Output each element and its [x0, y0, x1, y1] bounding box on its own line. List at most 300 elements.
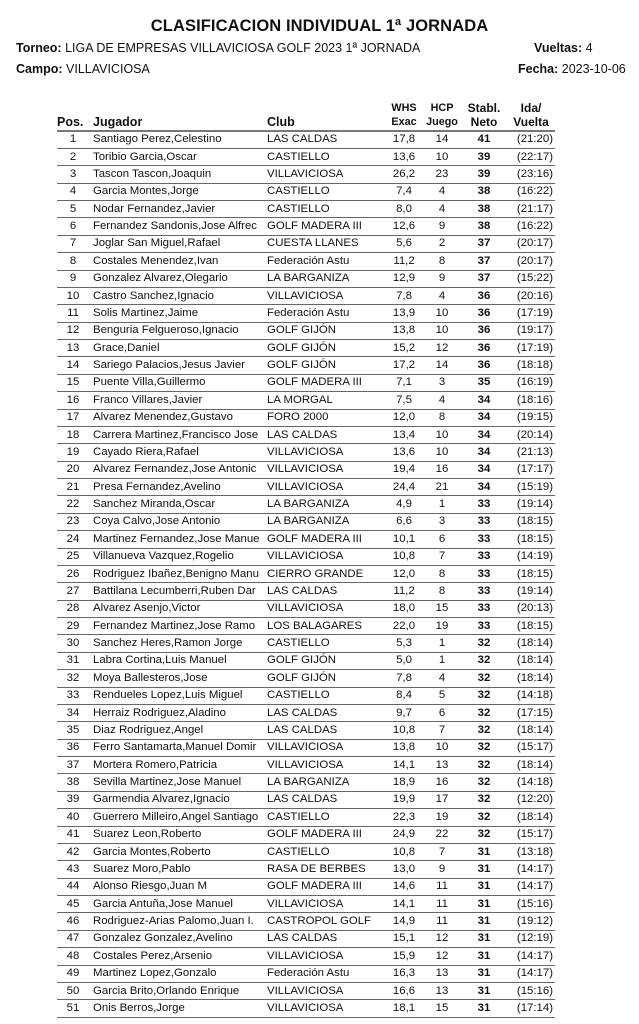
handicap-cell: 8 — [438, 411, 446, 424]
out-in-cell: (20:16) — [516, 289, 553, 302]
club-cell: GOLF MADERA III — [267, 828, 362, 841]
whs-cell: 5,6 — [396, 237, 412, 250]
handicap-cell: 19 — [435, 810, 449, 823]
whs-cell: 13,4 — [392, 428, 416, 441]
player-cell: Battilana Lecumberri,Ruben Dar — [93, 584, 256, 597]
out-in-cell: (21:13) — [516, 445, 553, 458]
table-row — [57, 704, 555, 721]
club-cell: VILLAVICIOSA — [267, 984, 344, 997]
handicap-cell: 16 — [435, 463, 449, 476]
stableford-cell: 32 — [477, 706, 491, 719]
whs-cell: 5,3 — [396, 637, 412, 650]
whs-cell: 12,0 — [392, 567, 416, 580]
club-cell: LA BARGANIZA — [267, 515, 350, 528]
player-cell: Garmendia Alvarez,Ignacio — [93, 793, 230, 806]
handicap-cell: 13 — [435, 984, 449, 997]
handicap-cell: 10 — [435, 445, 449, 458]
table-row — [57, 357, 555, 374]
player-cell: Grace,Daniel — [93, 341, 160, 354]
position-cell: 15 — [66, 376, 80, 389]
table-row — [57, 218, 555, 235]
out-in-cell: (20:17) — [516, 254, 553, 267]
club-cell: CASTIELLO — [267, 185, 330, 198]
club-cell: VILLAVICIOSA — [267, 463, 344, 476]
player-cell: Rodriguez-Arias Palomo,Juan I. — [93, 915, 254, 928]
handicap-cell: 5 — [438, 689, 446, 702]
handicap-cell: 7 — [438, 550, 446, 563]
handicap-cell: 15 — [435, 1001, 449, 1014]
player-cell: Garcia Montes,Jorge — [93, 185, 199, 198]
handicap-cell: 16 — [435, 776, 449, 789]
player-cell: Diaz Rodriguez,Angel — [93, 723, 204, 736]
out-in-cell: (17:19) — [516, 306, 553, 319]
out-in-cell: (14:17) — [516, 880, 553, 893]
club-cell: CUESTA LLANES — [267, 237, 359, 250]
col-header-stableford-line2: Neto — [470, 114, 498, 129]
whs-cell: 14,1 — [392, 758, 416, 771]
course-label: Campo: — [16, 62, 63, 76]
handicap-cell: 22 — [435, 828, 449, 841]
player-cell: Puente Villa,Guillermo — [93, 376, 206, 389]
handicap-cell: 3 — [438, 515, 446, 528]
position-cell: 13 — [66, 341, 80, 354]
whs-cell: 24,9 — [392, 828, 416, 841]
club-cell: LAS CALDAS — [267, 793, 338, 806]
out-in-cell: (17:19) — [516, 341, 553, 354]
player-cell: Nodar Fernandez,Javier — [93, 202, 216, 215]
player-cell: Rendueles Lopez,Luis Miguel — [93, 689, 243, 702]
club-cell: LAS CALDAS — [267, 932, 338, 945]
club-cell: VILLAVICIOSA — [267, 445, 344, 458]
position-cell: 32 — [66, 671, 80, 684]
position-cell: 14 — [66, 359, 80, 372]
position-cell: 18 — [66, 428, 80, 441]
stableford-cell: 32 — [477, 689, 491, 702]
club-cell: LA BARGANIZA — [267, 776, 350, 789]
out-in-cell: (14:17) — [516, 862, 553, 875]
stableford-cell: 34 — [477, 463, 491, 476]
position-cell: 9 — [69, 272, 77, 285]
classification-table — [57, 102, 555, 1018]
stableford-cell: 35 — [477, 376, 491, 389]
stableford-cell: 34 — [477, 411, 491, 424]
whs-cell: 17,2 — [392, 359, 416, 372]
handicap-cell: 10 — [435, 306, 449, 319]
club-cell: VILLAVICIOSA — [267, 602, 344, 615]
player-cell: Solis Martinez,Jaime — [93, 306, 199, 319]
out-in-cell: (12:19) — [516, 932, 553, 945]
club-cell: CASTIELLO — [267, 637, 330, 650]
club-cell: GOLF GIJÓN — [267, 671, 336, 684]
table-row — [57, 1000, 555, 1017]
stableford-cell: 36 — [477, 341, 491, 354]
table-row — [57, 565, 555, 582]
whs-cell: 5,0 — [396, 654, 412, 667]
player-cell: Joglar San Miguel,Rafael — [93, 237, 221, 250]
position-cell: 5 — [69, 202, 77, 215]
stableford-cell: 36 — [477, 289, 491, 302]
player-cell: Santiago Perez,Celestino — [93, 133, 222, 146]
handicap-cell: 8 — [438, 567, 446, 580]
stableford-cell: 31 — [477, 967, 491, 980]
whs-cell: 13,6 — [392, 150, 416, 163]
whs-cell: 4,9 — [396, 498, 412, 511]
whs-cell: 11,2 — [393, 584, 415, 597]
whs-cell: 8,0 — [396, 202, 412, 215]
position-cell: 37 — [66, 758, 80, 771]
club-cell: LAS CALDAS — [267, 133, 338, 146]
position-cell: 43 — [66, 862, 80, 875]
stableford-cell: 32 — [477, 723, 491, 736]
table-row — [57, 722, 555, 739]
player-cell: Suarez Moro,Pablo — [93, 862, 191, 875]
handicap-cell: 23 — [435, 167, 449, 180]
handicap-cell: 4 — [438, 393, 446, 406]
player-cell: Garcia Antuña,Jose Manuel — [93, 897, 233, 910]
col-header-whs — [385, 102, 423, 131]
col-header-out-in — [507, 102, 555, 131]
out-in-cell: (14:17) — [516, 949, 553, 962]
position-cell: 16 — [66, 393, 80, 406]
out-in-cell: (19:17) — [516, 324, 553, 337]
whs-cell: 7,8 — [396, 671, 412, 684]
handicap-cell: 3 — [438, 376, 446, 389]
position-cell: 3 — [69, 167, 77, 180]
club-cell: LAS CALDAS — [267, 428, 338, 441]
rounds-info — [534, 41, 593, 55]
table-row — [57, 340, 555, 357]
player-cell: Suarez Leon,Roberto — [93, 828, 202, 841]
out-in-cell: (12:20) — [516, 793, 553, 806]
player-cell: Martinez Fernandez,Jose Manue — [93, 532, 260, 545]
handicap-cell: 6 — [438, 532, 446, 545]
handicap-cell: 8 — [438, 254, 446, 267]
whs-cell: 19,9 — [392, 793, 416, 806]
position-cell: 31 — [66, 654, 80, 667]
stableford-cell: 34 — [477, 428, 491, 441]
out-in-cell: (18:15) — [516, 532, 553, 545]
whs-cell: 10,1 — [392, 532, 416, 545]
table-row — [57, 201, 555, 218]
out-in-cell: (18:14) — [516, 723, 553, 736]
stableford-cell: 31 — [477, 845, 491, 858]
out-in-cell: (22:17) — [516, 150, 553, 163]
stableford-cell: 34 — [477, 480, 491, 493]
club-cell: Federación Astu — [267, 967, 350, 980]
stableford-cell: 38 — [477, 202, 491, 215]
position-cell: 48 — [66, 949, 80, 962]
course-value: VILLAVICIOSA — [66, 62, 150, 76]
player-cell: Garcia Montes,Roberto — [93, 845, 211, 858]
club-cell: GOLF GIJÓN — [267, 654, 336, 667]
out-in-cell: (15:16) — [516, 897, 553, 910]
stableford-cell: 33 — [477, 515, 491, 528]
handicap-cell: 11 — [436, 915, 448, 928]
position-cell: 10 — [66, 289, 80, 302]
out-in-cell: (16:22) — [516, 220, 553, 233]
handicap-cell: 1 — [438, 637, 446, 650]
out-in-cell: (19:14) — [516, 498, 553, 511]
player-cell: Carrera Martinez,Francisco Jose — [93, 428, 259, 441]
player-cell: Gonzalez Gonzalez,Avelino — [93, 932, 233, 945]
position-cell: 17 — [66, 411, 80, 424]
whs-cell: 13,8 — [392, 741, 416, 754]
whs-cell: 14,6 — [392, 880, 416, 893]
position-cell: 45 — [66, 897, 80, 910]
player-cell: Benguria Felgueroso,Ignacio — [93, 324, 239, 337]
table-row — [57, 409, 555, 426]
stableford-cell: 32 — [477, 810, 491, 823]
rounds-label: Vueltas: — [534, 41, 583, 55]
out-in-cell: (14:19) — [516, 550, 553, 563]
table-row — [57, 687, 555, 704]
handicap-cell: 7 — [438, 723, 446, 736]
club-cell: VILLAVICIOSA — [267, 550, 344, 563]
player-cell: Toribio Garcia,Oscar — [93, 150, 197, 163]
player-cell: Costales Menendez,Ivan — [93, 254, 219, 267]
handicap-cell: 9 — [438, 862, 446, 875]
player-cell: Sanchez Miranda,Oscar — [93, 498, 216, 511]
page-title: CLASIFICACION INDIVIDUAL 1ª JORNADA — [150, 17, 489, 35]
handicap-cell: 12 — [435, 341, 449, 354]
date-label: Fecha: — [518, 62, 559, 76]
player-cell: Rodriguez Ibañez,Benigno Manu — [93, 567, 259, 580]
club-cell: VILLAVICIOSA — [267, 949, 344, 962]
out-in-cell: (18:14) — [516, 654, 553, 667]
position-cell: 4 — [69, 185, 77, 198]
out-in-cell: (15:22) — [516, 272, 553, 285]
club-cell: CASTIELLO — [267, 150, 330, 163]
whs-cell: 17,8 — [392, 133, 416, 146]
stableford-cell: 33 — [477, 532, 491, 545]
table-row — [57, 322, 555, 339]
table-row — [57, 948, 555, 965]
whs-cell: 12,9 — [392, 272, 416, 285]
position-cell: 39 — [66, 793, 80, 806]
stableford-cell: 32 — [477, 793, 491, 806]
club-cell: CASTIELLO — [267, 689, 330, 702]
whs-cell: 14,1 — [392, 897, 416, 910]
position-cell: 21 — [66, 480, 80, 493]
position-cell: 8 — [69, 254, 77, 267]
player-cell: Fernandez Sandonis,Jose Alfrec — [93, 220, 257, 233]
player-cell: Alvarez Fernandez,Jose Antonic — [93, 463, 257, 476]
position-cell: 6 — [69, 220, 77, 233]
player-cell: Onis Berros,Jorge — [93, 1001, 185, 1014]
date-value: 2023-10-06 — [561, 62, 626, 76]
position-cell: 49 — [66, 967, 80, 980]
out-in-cell: (16:19) — [516, 376, 553, 389]
stableford-cell: 32 — [477, 828, 491, 841]
position-cell: 22 — [66, 498, 80, 511]
whs-cell: 7,1 — [396, 376, 412, 389]
club-cell: VILLAVICIOSA — [267, 289, 344, 302]
whs-cell: 13,6 — [392, 445, 416, 458]
whs-cell: 26,2 — [392, 167, 416, 180]
handicap-cell: 1 — [438, 654, 446, 667]
tournament-label: Torneo: — [16, 41, 62, 55]
table-row — [57, 479, 555, 496]
club-cell: Federación Astu — [267, 306, 350, 319]
position-cell: 24 — [66, 532, 80, 545]
player-cell: Tascon Tascon,Joaquin — [93, 167, 212, 180]
col-header-hcp-line2: Juego — [426, 115, 458, 128]
table-row — [57, 913, 555, 930]
course-info — [16, 62, 150, 76]
handicap-cell: 10 — [435, 428, 449, 441]
player-cell: Guerrero Milleiro,Angel Santiago — [93, 810, 259, 823]
table-row — [57, 183, 555, 200]
handicap-cell: 17 — [435, 793, 449, 806]
club-cell: LAS CALDAS — [267, 706, 338, 719]
out-in-cell: (18:14) — [516, 810, 553, 823]
handicap-cell: 1 — [438, 498, 446, 511]
position-cell: 42 — [66, 845, 80, 858]
whs-cell: 11,2 — [393, 254, 415, 267]
stableford-cell: 36 — [477, 359, 491, 372]
position-cell: 12 — [66, 324, 80, 337]
club-cell: LOS BALAGARES — [267, 619, 362, 632]
club-cell: GOLF MADERA III — [267, 220, 362, 233]
stableford-cell: 37 — [477, 237, 491, 250]
position-cell: 2 — [69, 150, 77, 163]
club-cell: GOLF MADERA III — [267, 532, 362, 545]
handicap-cell: 13 — [435, 967, 449, 980]
whs-cell: 18,0 — [392, 602, 416, 615]
table-row — [57, 148, 555, 165]
out-in-cell: (18:18) — [516, 359, 553, 372]
col-header-whs-line1: WHS — [391, 102, 417, 114]
out-in-cell: (19:12) — [516, 915, 553, 928]
stableford-cell: 32 — [477, 741, 491, 754]
club-cell: CASTIELLO — [267, 845, 330, 858]
player-cell: Ferro Santamarta,Manuel Domir — [93, 741, 257, 754]
stableford-cell: 37 — [477, 272, 491, 285]
table-row — [57, 531, 555, 548]
player-cell: Sariego Palacios,Jesus Javier — [93, 359, 245, 372]
out-in-cell: (15:17) — [516, 741, 553, 754]
position-cell: 33 — [66, 689, 80, 702]
position-cell: 35 — [66, 723, 80, 736]
position-cell: 40 — [66, 810, 80, 823]
out-in-cell: (18:16) — [516, 393, 553, 406]
stableford-cell: 31 — [477, 862, 491, 875]
table-row — [57, 513, 555, 530]
stableford-cell: 34 — [477, 445, 491, 458]
out-in-cell: (19:15) — [516, 411, 553, 424]
stableford-cell: 38 — [477, 185, 491, 198]
handicap-cell: 19 — [435, 619, 449, 632]
col-header-hcp-line1: HCP — [430, 102, 454, 114]
position-cell: 1 — [69, 133, 77, 146]
col-header-club: Club — [267, 114, 295, 129]
tournament-info — [16, 41, 420, 55]
player-cell: Coya Calvo,Jose Antonio — [93, 515, 221, 528]
table-row — [57, 896, 555, 913]
stableford-cell: 33 — [477, 602, 491, 615]
club-cell: VILLAVICIOSA — [267, 1001, 344, 1014]
club-cell: LA MORGAL — [267, 393, 333, 406]
club-cell: LA BARGANIZA — [267, 498, 350, 511]
table-row — [57, 652, 555, 669]
stableford-cell: 33 — [477, 567, 491, 580]
player-cell: Presa Fernandez,Avelino — [93, 480, 221, 493]
stableford-cell: 31 — [477, 1001, 491, 1014]
table-row — [57, 878, 555, 895]
player-cell: Cayado Riera,Rafael — [93, 445, 199, 458]
handicap-cell: 10 — [435, 150, 449, 163]
table-row — [57, 600, 555, 617]
club-cell: GOLF MADERA III — [267, 880, 362, 893]
out-in-cell: (20:17) — [516, 237, 553, 250]
handicap-cell: 4 — [438, 202, 446, 215]
out-in-cell: (15:17) — [516, 828, 553, 841]
player-cell: Fernandez Martinez,Jose Ramo — [93, 619, 256, 632]
stableford-cell: 37 — [477, 254, 491, 267]
out-in-cell: (21:17) — [516, 202, 553, 215]
position-cell: 41 — [66, 828, 80, 841]
club-cell: LAS CALDAS — [267, 584, 338, 597]
table-row — [57, 496, 555, 513]
col-header-out-in-line1: Ida/ — [520, 101, 542, 115]
position-cell: 47 — [66, 932, 80, 945]
table-row — [57, 739, 555, 756]
position-cell: 27 — [66, 584, 80, 597]
club-cell: Federación Astu — [267, 254, 350, 267]
whs-cell: 22,3 — [392, 810, 416, 823]
position-cell: 34 — [66, 706, 80, 719]
player-cell: Gonzalez Alvarez,Olegario — [93, 272, 228, 285]
stableford-cell: 31 — [477, 915, 491, 928]
table-row — [57, 253, 555, 270]
table-row — [57, 757, 555, 774]
out-in-cell: (14:17) — [516, 967, 553, 980]
whs-cell: 13,0 — [392, 862, 416, 875]
handicap-cell: 13 — [435, 758, 449, 771]
out-in-cell: (20:13) — [516, 602, 553, 615]
whs-cell: 10,8 — [392, 550, 416, 563]
whs-cell: 7,4 — [396, 185, 412, 198]
club-cell: FORO 2000 — [267, 411, 329, 424]
stableford-cell: 33 — [477, 619, 491, 632]
club-cell: GOLF MADERA III — [267, 376, 362, 389]
club-cell: CASTIELLO — [267, 810, 330, 823]
stableford-cell: 31 — [477, 897, 491, 910]
handicap-cell: 11 — [436, 880, 448, 893]
table-row — [57, 791, 555, 808]
out-in-cell: (17:14) — [516, 1001, 553, 1014]
out-in-cell: (15:19) — [516, 480, 553, 493]
stableford-cell: 32 — [477, 637, 491, 650]
stableford-cell: 31 — [477, 949, 491, 962]
stableford-cell: 33 — [477, 550, 491, 563]
table-row — [57, 930, 555, 947]
position-cell: 50 — [66, 984, 80, 997]
stableford-cell: 39 — [477, 150, 491, 163]
table-row — [57, 548, 555, 565]
position-cell: 36 — [66, 741, 80, 754]
club-cell: GOLF GIJÓN — [267, 341, 336, 354]
whs-cell: 10,8 — [392, 845, 416, 858]
position-cell: 38 — [66, 776, 80, 789]
handicap-cell: 7 — [438, 845, 446, 858]
table-header-row — [57, 102, 555, 131]
table-row — [57, 374, 555, 391]
stableford-cell: 39 — [477, 167, 491, 180]
whs-cell: 13,9 — [392, 306, 416, 319]
player-cell: Martinez Lopez,Gonzalo — [93, 967, 217, 980]
whs-cell: 22,0 — [392, 619, 416, 632]
